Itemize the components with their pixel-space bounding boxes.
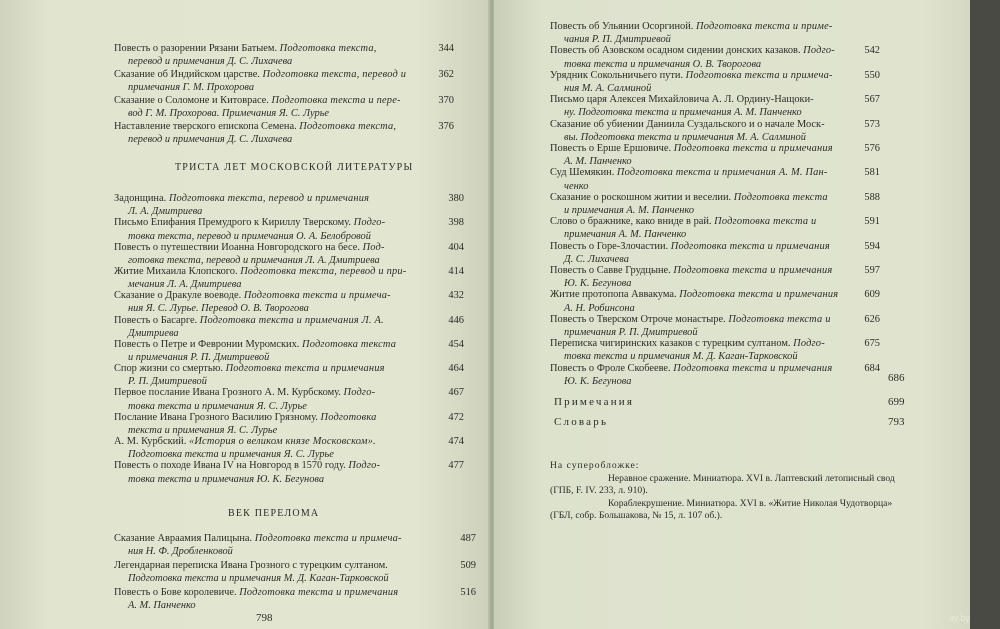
toc-entry [550, 44, 880, 70]
toc-entry-credit-cont: Ю. К. Бегунова [564, 375, 632, 387]
toc-page-number: 581 [864, 167, 880, 179]
toc-entry-credit-cont: примечания Р. П. Дмитриевой [564, 327, 698, 338]
toc-page-number: 516 [460, 587, 476, 598]
toc-entry-title: Повесть о Басарге. [114, 314, 198, 326]
toc-entry-credit-cont: перевод и примечания Д. С. Лихачева [128, 134, 293, 146]
toc-entry [114, 192, 464, 218]
toc-entry-credit: Подготовка текста, перевод и примечания [168, 193, 370, 204]
toc-entry-credit: Подготовка текста [302, 338, 397, 350]
toc-page-number: 626 [864, 313, 880, 325]
toc-entry-credit: Подготовка текста, [279, 43, 377, 54]
toc-page-number: 594 [864, 240, 880, 252]
toc-entry [550, 166, 880, 192]
toc-entry [550, 337, 880, 363]
watermark: ay.by [949, 613, 970, 623]
toc-page-number: 550 [864, 69, 880, 81]
toc-entry [114, 459, 464, 485]
toc-page-number: 432 [448, 290, 464, 302]
toc-page-number: 699 [888, 396, 905, 408]
toc-entry [114, 68, 454, 94]
toc-entry-credit: Подготовка текста и примечания Л. А. [199, 314, 384, 326]
toc-entry [114, 362, 464, 388]
section-heading: ВЕК ПЕРЕЛОМА [228, 508, 320, 519]
toc-entry-credit-cont: Дмитриева [128, 327, 179, 339]
toc-entry-title: Письмо Епифания Премудрого к Кириллу Тверскому. [114, 217, 351, 229]
toc-page-number: 380 [448, 193, 464, 204]
toc-entry-credit: Подго- [343, 387, 376, 399]
toc-entry-credit-cont: ния М. А. Салминой [564, 83, 652, 94]
toc-entry [550, 20, 880, 46]
toc-page-number: 675 [864, 338, 880, 350]
toc-entry [114, 120, 454, 146]
toc-entry-credit-cont: чания Р. П. Дмитриевой [564, 34, 671, 46]
toc-page-number: 362 [438, 69, 454, 80]
toc-entry-credit: Подго- [793, 338, 825, 350]
toc-entry-credit: Подготовка текста и примечания [673, 143, 833, 154]
toc-entry [114, 386, 464, 412]
toc-page-number: 376 [438, 121, 454, 132]
toc-entry-credit: Подготовка текста и примечания [670, 240, 830, 252]
dictionary-entry: Словарь [554, 416, 609, 428]
toc-entry-credit-cont: А. М. Панченко [128, 600, 196, 612]
toc-page-number: 398 [448, 217, 464, 229]
toc-page-number: 576 [864, 143, 880, 154]
toc-page-number: 591 [864, 216, 880, 228]
toc-entry-credit: Подготовка текста [733, 191, 828, 203]
toc-page-number: 464 [448, 363, 464, 375]
toc-page-number: 567 [864, 94, 880, 106]
cover-credits [550, 460, 950, 523]
toc-entry [114, 265, 464, 291]
toc-entry-credit: Подготовка текста, перевод и при- [240, 265, 407, 277]
toc-entry [114, 435, 464, 461]
toc-entry-credit: Подготовка текста и примечания [673, 265, 833, 276]
toc-entry-title: Урядник Сокольничьего пути. [550, 69, 684, 81]
toc-entry-credit-cont: Р. П. Дмитриевой [128, 376, 207, 388]
toc-entry-title: Первое послание Ивана Грозного А. М. Курбскому. [114, 387, 341, 399]
toc-entry-credit-cont: готовка текста, перевод и примечания Л. А. Дмитриева [128, 254, 380, 266]
toc-entry [114, 314, 464, 340]
toc-entry-credit: Подготовка текста и примеча- [243, 290, 391, 302]
toc-entry-credit-cont: Подготовка текста и примечания М. Д. Каган-Тарковской [128, 573, 389, 585]
notes-entry: Примечания [554, 396, 635, 408]
toc-entry-title: Сказание о Дракуле воеводе. [114, 290, 242, 302]
toc-entry [550, 288, 880, 314]
toc-entry-credit-cont: ченко [564, 180, 589, 192]
toc-entry-title: Повесть о Горе-Злочастии. [550, 240, 669, 252]
toc-entry-title: Суд Шемякин. [550, 167, 615, 179]
toc-entry-credit: Подготовка текста и примечания [239, 587, 399, 598]
toc-entry-title: Сказание о роскошном житии и веселии. [550, 191, 732, 203]
toc-entry [550, 240, 880, 266]
toc-entry-title: Сказание о Соломоне и Китоврасе. [114, 95, 269, 106]
toc-page-number: 477 [448, 460, 464, 472]
right-page [494, 0, 970, 629]
section-heading: ТРИСТА ЛЕТ МОСКОВСКОЙ ЛИТЕРАТУРЫ [175, 162, 414, 173]
toc-page-number: 609 [864, 289, 880, 301]
toc-page-number: 597 [864, 265, 880, 276]
toc-entry-credit-cont: вы. Подготовка текста и примечания М. А. Салминой [564, 131, 806, 143]
toc-page-number: 509 [460, 560, 476, 571]
toc-entry [550, 191, 880, 217]
toc-entry-credit: Подготовка текста и примечания А. М. Пан- [616, 167, 828, 179]
toc-entry [114, 532, 476, 558]
toc-entry-title: Повесть о путешествии Иоанна Новгородского на бесе. [114, 241, 360, 253]
toc-entry-title: Сказание Авраамия Палицына. [114, 533, 253, 544]
toc-entry-title: Житие Михаила Клопского. [114, 265, 238, 277]
toc-page-number: 454 [448, 338, 464, 350]
toc-entry-credit: Подготовка текста и примеча- [685, 69, 833, 81]
toc-entry [114, 216, 464, 242]
toc-page-number: 344 [438, 43, 454, 54]
toc-entry-credit-cont: и примечания А. М. Панченко [564, 205, 695, 216]
toc-page-number: 467 [448, 387, 464, 399]
cover-credits-heading: На суперобложке: [550, 460, 640, 471]
toc-page-number: 446 [448, 314, 464, 326]
left-page [0, 0, 490, 629]
toc-entry-credit-cont: товка текста и примечания О. В. Творогова [564, 58, 762, 70]
toc-entry [114, 241, 464, 267]
background-edge [970, 0, 1000, 629]
toc-entry-title: Письмо царя Алексея Михайловича А. Л. Ордину-Нащоки- [550, 94, 814, 106]
toc-entry-credit: Подготовка текста и [714, 216, 817, 228]
toc-entry-title: Повесть о Савве Грудцыне. [550, 265, 671, 276]
toc-entry-title: Наставление тверского епископа Семена. [114, 121, 297, 132]
toc-entry-credit-cont: Л. А. Дмитриева [128, 206, 203, 218]
toc-entry-credit-cont: Д. С. Лихачева [564, 253, 629, 265]
toc-entry-credit-cont: товка текста и примечания М. Д. Каган-Тарковской [564, 351, 798, 363]
toc-entry-title: Повесть о Ерше Ершовиче. [550, 143, 672, 154]
toc-page-number: 414 [448, 265, 464, 277]
toc-entry-credit: Подго- [803, 45, 835, 57]
cover-credit-line: (ГПБ, F. IV. 233, л. 910). [550, 485, 648, 496]
toc-entry [550, 215, 880, 241]
toc-entry-title: А. М. Курбский. [114, 436, 187, 447]
toc-entry-credit-cont: товка текста и примечания Я. С. Лурье [128, 400, 307, 412]
toc-entry-title: Повесть о Бове королевиче. [114, 587, 237, 598]
toc-entry-credit-cont: примечания А. М. Панченко [564, 229, 687, 241]
toc-entry-credit-cont: и примечания Р. П. Дмитриевой [128, 352, 270, 363]
toc-entry-credit-cont: ния Н. Ф. Дробленковой [128, 546, 233, 558]
toc-entry [114, 559, 476, 585]
toc-page-number: 684 [864, 362, 880, 374]
toc-entry [550, 362, 880, 388]
toc-entry-credit-cont: ния Я. С. Лурье. Перевод О. В. Творогова [128, 303, 309, 315]
toc-entry-credit: Подготовка текста и примечания [679, 289, 839, 301]
toc-entry [114, 586, 476, 612]
toc-page-number: 487 [460, 533, 476, 544]
toc-entry-title: Повесть об Ульянии Осоргиной. [550, 21, 694, 32]
toc-entry-title: Сказание об убиении Даниила Суздальского и о начале Моск- [550, 118, 825, 130]
toc-entry-title: Слово о бражнике, како вниде в рай. [550, 216, 712, 228]
toc-entry-credit-cont: А. Н. Робинсона [564, 302, 635, 314]
toc-entry-credit: Подго- [353, 217, 386, 229]
toc-page-number: 542 [864, 45, 880, 57]
toc-page-number: 472 [448, 411, 464, 423]
toc-entry-credit: Подготовка текста и примечания [673, 362, 833, 374]
toc-entry-credit-cont: товка текста, перевод и примечания О. А. Белобровой [128, 230, 371, 242]
toc-page-number: 686 [888, 372, 905, 384]
toc-entry-credit: Под- [362, 241, 385, 253]
toc-entry-credit-cont: Подготовка текста и примечания Я. С. Лурье [128, 449, 334, 461]
toc-entry [550, 142, 880, 168]
toc-entry-credit-cont: вод Г. М. Прохорова. Примечания Я. С. Лурье [128, 108, 330, 120]
toc-entry-credit: «История о великом князе Московском». [188, 436, 376, 447]
toc-entry-title: Повесть о Петре и Февронии Муромских. [114, 338, 300, 350]
toc-entry-credit: Подготовка текста и примеча- [254, 533, 402, 544]
toc-entry-credit-cont: товка текста и примечания Ю. К. Бегунова [128, 473, 325, 485]
toc-page-number: 404 [448, 241, 464, 253]
toc-entry-title: Повесть об Азовском осадном сидении донских казаков. [550, 45, 801, 57]
toc-entry [550, 69, 880, 95]
toc-page-number: 474 [448, 436, 464, 447]
toc-entry-title: Послание Ивана Грозного Василию Грязному. [114, 411, 318, 423]
toc-entry-credit-cont: перевод и примечания Д. С. Лихачева [128, 56, 293, 68]
toc-entry-title: Сказание об Индийском царстве. [114, 69, 260, 80]
toc-entry [114, 42, 454, 68]
toc-entry-credit: Подготовка [320, 411, 377, 423]
toc-entry-credit-cont: текста и примечания Я. С. Лурье [128, 424, 278, 436]
toc-entry-credit-cont: мечания Л. А. Дмитриева [128, 279, 242, 291]
toc-entry-credit-cont: ну. Подготовка текста и примечания А. М. Панченко [564, 107, 802, 119]
toc-entry [114, 289, 464, 315]
toc-entry [114, 411, 464, 437]
toc-entry-credit-cont: Ю. К. Бегунова [564, 278, 632, 290]
toc-page-number: 793 [888, 416, 905, 428]
cover-credit-line: Неравное сражение. Миниатюра. XVI в. Лаптевский летописный свод [608, 472, 895, 484]
toc-entry-credit: Подготовка текста и [728, 313, 831, 325]
page-number: 798 [256, 612, 273, 624]
toc-entry [550, 118, 880, 144]
toc-entry-credit: Подготовка текста и примечания [225, 363, 385, 375]
toc-page-number: 573 [864, 118, 880, 130]
toc-entry [550, 313, 880, 339]
toc-entry [550, 93, 880, 119]
toc-entry-credit: Подготовка текста, перевод и [262, 69, 407, 80]
toc-entry-credit-cont: А. М. Панченко [564, 156, 632, 168]
toc-page-number: 370 [438, 95, 454, 106]
toc-entry [114, 94, 454, 120]
toc-entry-title: Повесть о Тверском Отроче монастыре. [550, 313, 726, 325]
toc-page-number: 588 [864, 191, 880, 203]
toc-entry-credit: Подготовка текста, [299, 121, 397, 132]
toc-entry-title: Легендарная переписка Ивана Грозного с турецким султаном. [114, 560, 388, 571]
toc-entry [114, 338, 464, 364]
toc-entry-title: Житие протопопа Аввакума. [550, 289, 677, 301]
toc-entry [550, 264, 880, 290]
toc-entry-credit: Подго- [348, 460, 381, 472]
toc-entry-title: Задонщина. [114, 193, 167, 204]
cover-credit-line: Кораблекрушение. Миниатюра. XVI в. «Житие Николая Чудотворца» [608, 497, 893, 509]
toc-entry-title: Повесть о Фроле Скобееве. [550, 362, 671, 374]
toc-entry-credit-cont: примечания Г. М. Прохорова [128, 82, 255, 94]
toc-entry-credit: Подготовка текста и приме- [696, 21, 833, 32]
cover-credit-line: (ГБЛ, собр. Большакова, № 15, л. 107 об.). [550, 510, 723, 521]
toc-entry-title: Повесть о походе Ивана IV на Новгород в 1570 году. [114, 460, 346, 472]
toc-entry-title: Спор жизни со смертью. [114, 363, 223, 375]
toc-entry-credit: Подготовка текста и пере- [271, 95, 401, 106]
toc-entry-title: Переписка чигиринских казаков с турецким султаном. [550, 338, 791, 350]
toc-entry-title: Повесть о разорении Рязани Батыем. [114, 43, 278, 54]
